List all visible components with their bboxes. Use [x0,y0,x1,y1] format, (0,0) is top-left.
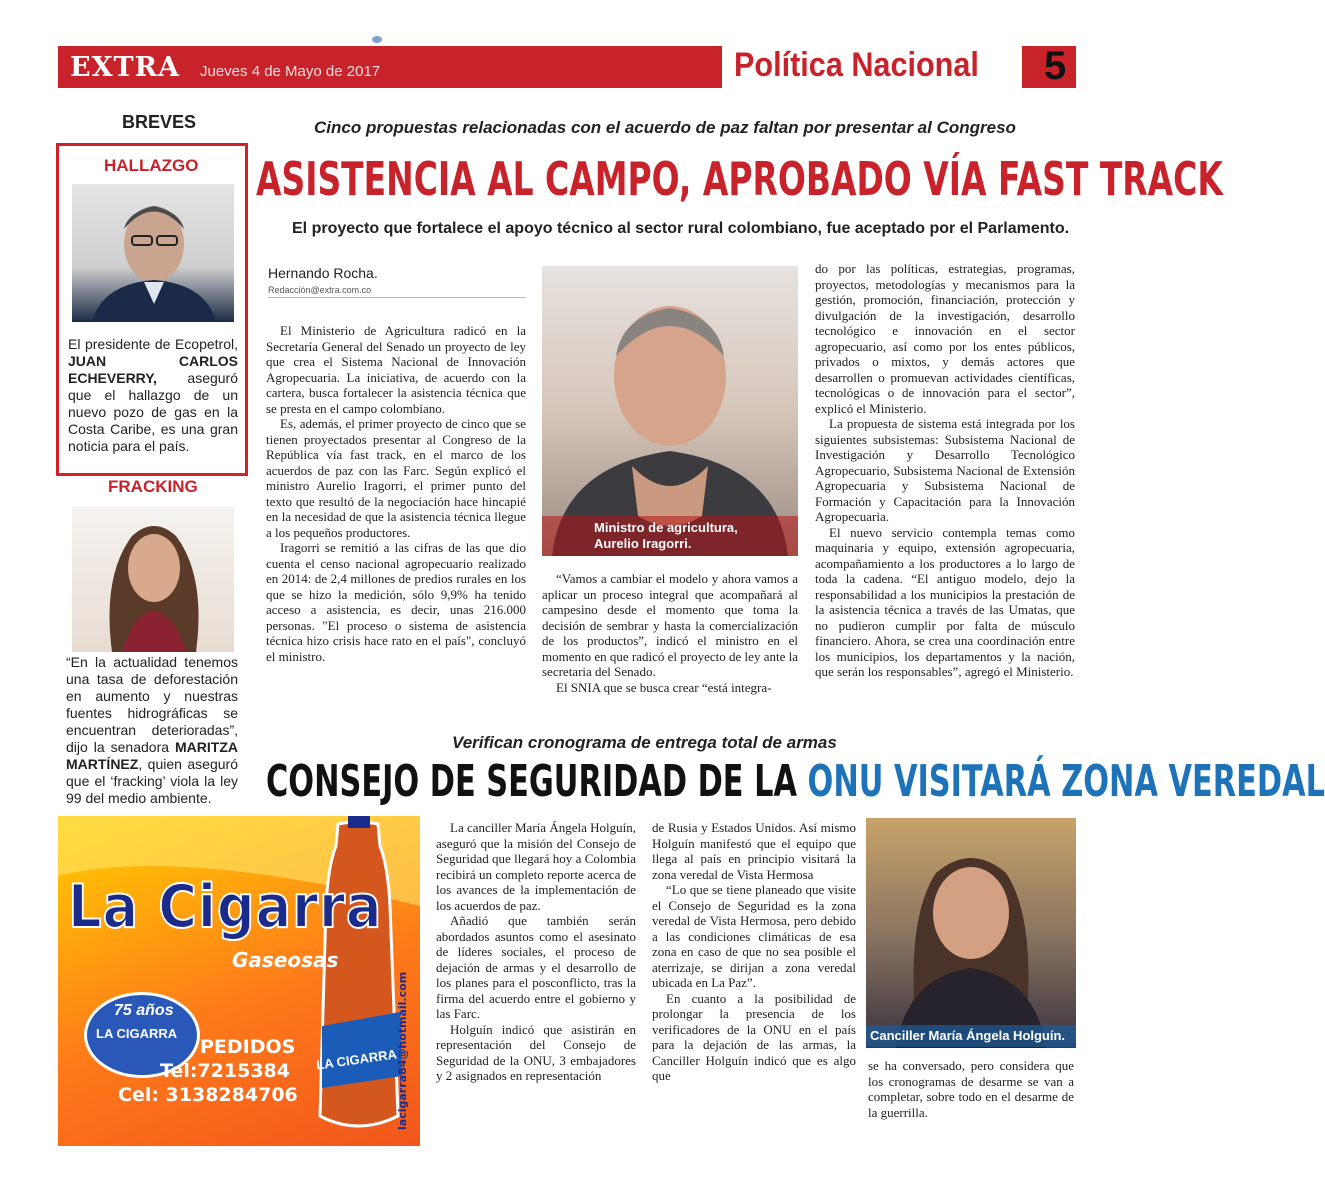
issue-date: Jueves 4 de Mayo de 2017 [200,63,381,80]
page-number: 5 [1044,44,1067,88]
newspaper-logo: EXTRA [70,52,181,83]
paragraph: El SNIA que se busca crear “está integra- [556,679,772,695]
ad-brand-title: La Cigarra [68,872,383,942]
iragorri-photo [542,266,798,556]
iragorri-caption: Ministro de agricultura, Aurelio Iragorri. [594,520,738,551]
article2-headline: CONSEJO DE SEGURIDAD DE LA ONU VISITARÁ ZONA VEREDAL [266,756,1325,807]
article2-column-2 [652,820,856,1084]
article1-headline: ASISTENCIA AL CAMPO, APROBADO VÍA FAST TRACK [256,152,1223,206]
paragraph: La canciller María Ángela Holguín, aseguró que la misión del Consejo de Seguridad que llegará hoy a Colombia recibirá un completo reporte acerca de los avances de la implementación de los acuerdos de paz. [436,820,636,913]
echeverry-photo [72,184,234,322]
fracking-name: MARITZA MARTÍNEZ [66,739,238,772]
ad-bottle-label: LA CIGARRA [315,1046,398,1073]
byline-rule [268,297,526,298]
paragraph: El nuevo servicio contempla temas como maquinaria y equipo, extensión agropecuaria, acompañamiento a los productores a lo largo de toda la cadena. “El antiguo modelo, dejo la responsabilidad a los municipios la prestación de la asistencia técnica a través de las Umatas, que no pudieron cumplir por falta de músculo financiero. Ahora, se crea una coordinación entre los municipios, los departamentos y la nación, que serán los responsables”, agregó el Ministerio. [815,524,1075,679]
paragraph: Es, además, el primer proyecto de cinco que se tienen proyectados presentar al Congreso de la República vía fast track, en el marco de los acuerdos de paz con las Farc. Según explicó el ministro Aurelio Iragorri, el primer punto del texto que resultó de la negociación hace hincapié en la necesidad de que la asistencia técnica llegue a los pequeños productores. [266,416,526,540]
article1-column-1 [266,323,526,664]
hallazgo-name: JUAN CARLOS ECHEVERRY, [68,353,238,386]
article2-column-3 [868,1058,1074,1120]
paragraph: “Lo que se tiene planeado que visite el Consejo de Seguridad es la zona veredal de Vista Hermosa, pero debido a las condiciones climáticas de esa zona en caso de que no sea posible el aterrizaje, se dirijan a zona veredal ubicada en La Paz”. [652,882,856,990]
fracking-kicker: FRACKING [108,477,198,496]
paragraph: En cuanto a la posibilidad de prolongar la presencia de los verificadores de la ONU en el país para la dejación de las armas, la Canciller Holguín indicó que es algo que [652,990,856,1083]
holguin-caption: Canciller María Ángela Holguín. [870,1028,1066,1043]
paragraph: “Vamos a cambiar el modelo y ahora vamos a aplicar un proceso integral que acompañará al campesino desde el momento que toma la decisión de sembrar y hasta la comercialización de los productos”, indicó el ministro en el momento en que radicó el proyecto de ley ante la secretaria del Senado. [542,571,798,679]
paragraph: do por las políticas, estrategias, programas, proyectos, metodologías y mecanismos para la gestión, promoción, financiación, protección y divulgación de la investigación, desarrollo tecnológico e innovación en el sector agropecuario, así como por los entes públicos, privados o mixtos, y demás actores que desarrollen o promuevan actividades científicas, tecnológicas o de innovación para el sector”, explicó el Ministerio. [815,261,1075,416]
martinez-photo [72,506,234,652]
hallazgo-text: El presidente de Ecopetrol, JUAN CARLOS ECHEVERRY, aseguró que el hallazgo de un nuevo pozo de gas en la Costa Caribe, es una gran noticia para el país. [68,336,238,454]
paragraph: se ha conversado, pero considera que los cronogramas de desarme se van a completar, sobre todo en el desarme de la guerrilla. [868,1058,1074,1120]
holguin-photo [866,818,1076,1048]
article1-column-2 [542,571,798,695]
decorative-dot [372,36,382,43]
hallazgo-kicker: HALLAZGO [104,156,199,175]
article1-column-3 [815,261,1075,680]
ad-phone: Tel:7215384 [160,1060,290,1082]
fracking-text: “En la actualidad tenemos una tasa de deforestación en aumento y nuestras fuentes hidrográficas se encuentran deterioradas”, dijo la senadora MARITZA MARTÍNEZ, quien aseguró que el ‘fracking’ viola la ley 99 del medio ambiente. [66,654,238,806]
ad-email: lacigarra84@hotmail.com [396,971,409,1130]
ad-badge-years: 75 años [114,1002,174,1019]
ad-orders-label: PEDIDOS [200,1036,296,1058]
ad-badge-brand: LA CIGARRA [96,1026,178,1041]
paragraph: Iragorri se remitió a las cifras de las que dio cuenta el censo nacional agropecuario realizado en 2014: de 2,4 millones de predios rurales en los que se hizo la medición, sólo 9,9% ha tenido acceso a asistencia, es decir, unas 216.000 personas. "El proceso o sistema de asistencia técnica hizo crisis hace rato en el país", concluyó el ministro. [266,540,526,664]
breves-title: BREVES [122,112,197,132]
ad-product: Gaseosas [232,948,339,972]
paragraph: de Rusia y Estados Unidos. Así mismo Holguín manifestó que el equipo que llega al país en principio visitará la zona veredal de Vista Hermosa [652,820,856,882]
article1-kicker: Cinco propuestas relacionadas con el acuerdo de paz faltan por presentar al Congreso [314,118,1016,137]
paragraph: Holguín indicó que asistirán en representación del Consejo de Seguridad de la ONU, 3 embajadores y 2 asignados en representación [436,1021,636,1083]
article1-byline-email: Redacción@extra.com.co [268,285,372,295]
article2-column-1 [436,820,636,1084]
paragraph: Añadió que también serán abordados asuntos como el asesinato de líderes sociales, el proceso de dejación de armas y el desarrollo de los planes para el posconflicto, tras la firma del acuerdo entre el gobierno y las Farc. [436,913,636,1021]
section-title: Política Nacional [734,46,979,84]
article1-byline: Hernando Rocha. [268,265,378,281]
paragraph: El Ministerio de Agricultura radicó en la Secretaría General del Senado un proyecto de ley que crea el Sistema Nacional de Innovación Agropecuaria. La iniciativa, de acuerdo con la cartera, busca fortalecer la asistencia técnica que se presta en el campo colombiano. [266,323,526,416]
paragraph: La propuesta de sistema está integrada por los siguientes subsistemas: Subsistema Nacional de Investigación y Desarrollo Tecnológico Agropecuario, Subsistema Nacional de Extensión Agropecuaria y Subsistema Nacional de Formación y Capacitación para la Innovación Agropecuaria. [815,416,1075,524]
article2-kicker: Verifican cronograma de entrega total de armas [452,733,837,752]
article1-deck: El proyecto que fortalece el apoyo técnico al sector rural colombiano, fue aceptado por el Parlamento. [292,220,1070,237]
ad-cellphone: Cel: 3138284706 [118,1084,298,1106]
